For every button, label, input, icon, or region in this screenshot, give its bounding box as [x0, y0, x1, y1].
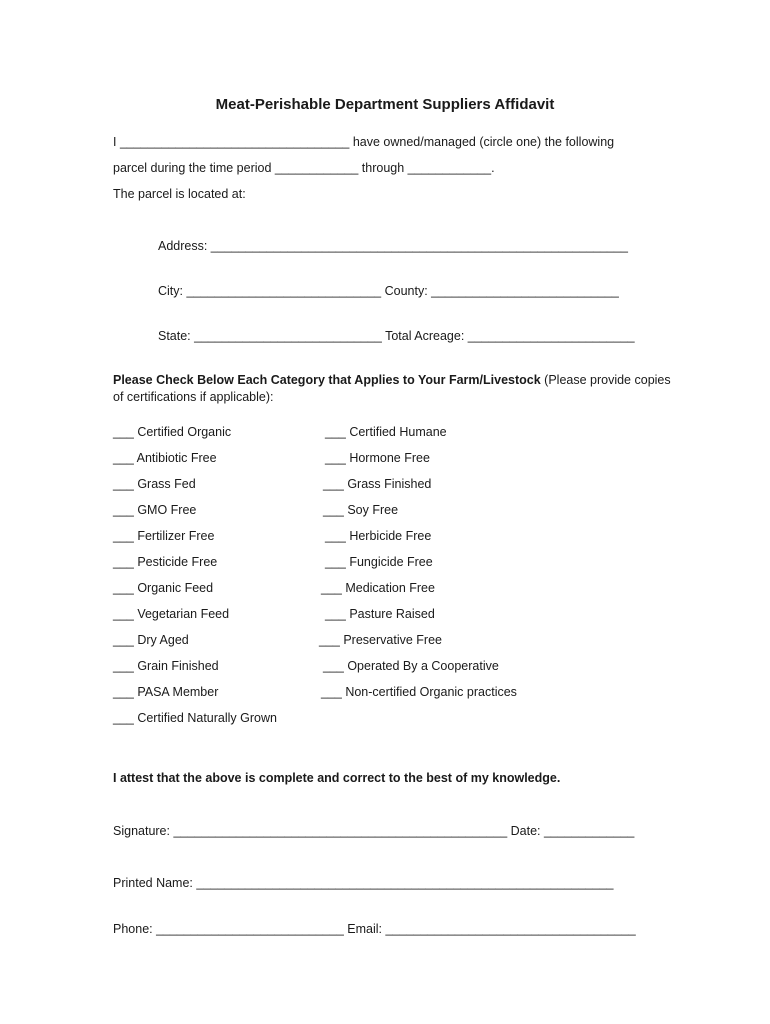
category-item[interactable]: ___ Certified Organic [113, 425, 232, 439]
category-item[interactable]: ___ Pasture Raised [325, 607, 435, 621]
category-item[interactable]: ___ Antibiotic Free [113, 451, 217, 465]
category-item[interactable]: ___ Grain Finished [113, 659, 219, 673]
category-item[interactable]: ___ Fungicide Free [325, 555, 433, 569]
intro-line-2: parcel during the time period ____________ through ____________. [113, 161, 495, 175]
category-item[interactable]: ___ GMO Free [113, 503, 197, 517]
category-item[interactable]: ___ Grass Fed [113, 477, 196, 491]
category-item[interactable]: ___ Grass Finished [323, 477, 432, 491]
categories-heading-bold: Please Check Below Each Category that Applies to Your Farm/Livestock [113, 373, 541, 387]
signature-date-field[interactable]: Signature: ________________________________________________ Date: _____________ [113, 824, 635, 838]
category-item[interactable]: ___ Organic Feed [113, 581, 214, 595]
category-item[interactable]: ___ Fertilizer Free [113, 529, 215, 543]
state-acreage-field[interactable]: State: ___________________________ Total Acreage: ________________________ [158, 329, 635, 343]
category-item[interactable]: ___ Certified Naturally Grown [113, 711, 277, 725]
categories-heading [113, 372, 671, 388]
categories-heading-line2: of certifications if applicable): [113, 390, 274, 404]
category-item[interactable]: ___ Preservative Free [319, 633, 442, 647]
category-item[interactable]: ___ Hormone Free [325, 451, 430, 465]
category-item[interactable]: ___ Herbicide Free [325, 529, 432, 543]
printed-name-field[interactable]: Printed Name: ____________________________________________________________ [113, 876, 614, 890]
category-item[interactable]: ___ Medication Free [321, 581, 435, 595]
category-item[interactable]: ___ Operated By a Cooperative [323, 659, 499, 673]
category-item[interactable]: ___ Pesticide Free [113, 555, 218, 569]
category-item[interactable]: ___ Certified Humane [325, 425, 447, 439]
address-field[interactable]: Address: ____________________________________________________________ [158, 239, 628, 253]
category-item[interactable]: ___ Vegetarian Feed [113, 607, 230, 621]
attestation-statement: I attest that the above is complete and correct to the best of my knowledge. [113, 771, 561, 785]
category-item[interactable]: ___ Dry Aged [113, 633, 189, 647]
category-item[interactable]: ___ PASA Member [113, 685, 219, 699]
document-title: Meat-Perishable Department Suppliers Affidavit [215, 96, 555, 113]
intro-line-1: I _________________________________ have owned/managed (circle one) the following [113, 135, 615, 149]
intro-line-3: The parcel is located at: [113, 187, 246, 201]
categories-heading-rest: (Please provide copies [540, 373, 671, 387]
phone-email-field[interactable]: Phone: ___________________________ Email: ____________________________________ [113, 922, 636, 936]
category-item[interactable]: ___ Soy Free [323, 503, 399, 517]
category-item[interactable]: ___ Non-certified Organic practices [321, 685, 517, 699]
city-county-field[interactable]: City: ____________________________ County: ___________________________ [158, 284, 619, 298]
